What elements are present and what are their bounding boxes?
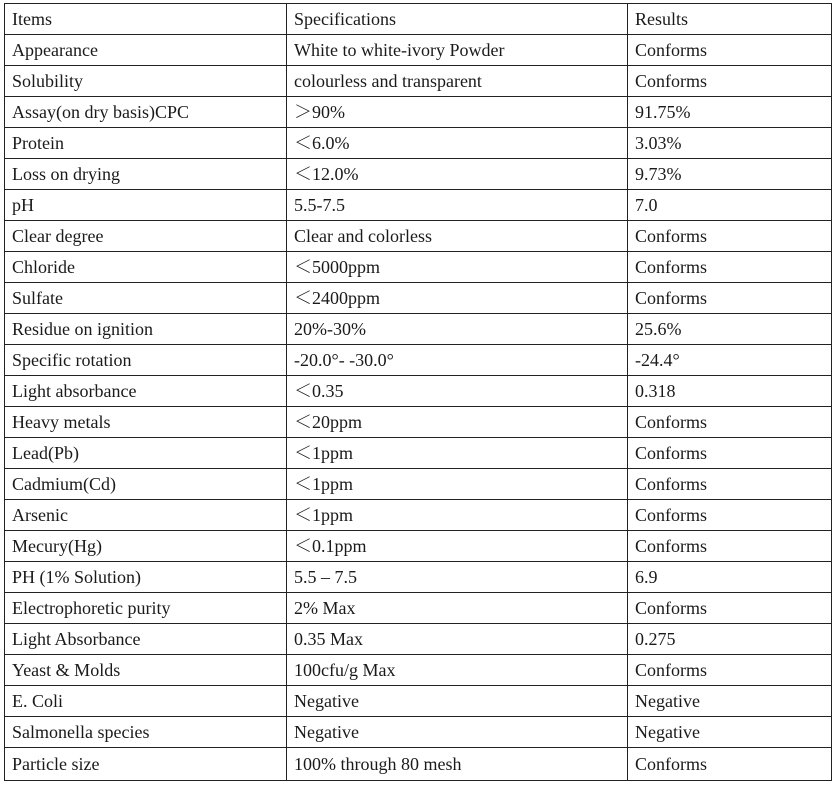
table-row — [5, 345, 832, 376]
cell-result: Conforms — [628, 35, 832, 66]
table-row — [5, 283, 832, 314]
cell-result: Conforms — [628, 283, 832, 314]
table-row — [5, 159, 832, 190]
cell-item: Assay(on dry basis)CPC — [5, 97, 287, 128]
cell-result: 9.73% — [628, 159, 832, 190]
table-row — [5, 190, 832, 221]
cell-result: 0.318 — [628, 376, 832, 407]
cell-item: Light Absorbance — [5, 624, 287, 655]
cell-specification: 0.35 Max — [287, 624, 628, 655]
cell-result: Conforms — [628, 438, 832, 469]
header-results: Results — [628, 4, 832, 35]
cell-result: Conforms — [628, 531, 832, 562]
table-row — [5, 469, 832, 500]
cell-specification: 20%-30% — [287, 314, 628, 345]
cell-specification: 2% Max — [287, 593, 628, 624]
table-row — [5, 655, 832, 686]
cell-result: Conforms — [628, 252, 832, 283]
header-items: Items — [5, 4, 287, 35]
cell-item: Salmonella species — [5, 717, 287, 748]
cell-specification: ＜20ppm — [287, 407, 628, 438]
cell-result: 3.03% — [628, 128, 832, 159]
table-row — [5, 438, 832, 469]
cell-result: Negative — [628, 686, 832, 717]
cell-specification: ＜6.0% — [287, 128, 628, 159]
cell-item: Solubility — [5, 66, 287, 97]
cell-specification: ＜12.0% — [287, 159, 628, 190]
cell-item: Cadmium(Cd) — [5, 469, 287, 500]
cell-result: Conforms — [628, 748, 832, 781]
cell-item: Lead(Pb) — [5, 438, 287, 469]
cell-item: Clear degree — [5, 221, 287, 252]
cell-item: Particle size — [5, 748, 287, 781]
cell-result: Conforms — [628, 221, 832, 252]
cell-specification: 5.5 – 7.5 — [287, 562, 628, 593]
cell-result: Conforms — [628, 469, 832, 500]
cell-result: 6.9 — [628, 562, 832, 593]
cell-specification: ＜1ppm — [287, 500, 628, 531]
cell-specification: 100cfu/g Max — [287, 655, 628, 686]
cell-specification: Negative — [287, 717, 628, 748]
header-specifications: Specifications — [287, 4, 628, 35]
table-row — [5, 221, 832, 252]
table-row — [5, 531, 832, 562]
table-row — [5, 624, 832, 655]
table-row — [5, 97, 832, 128]
table-row — [5, 376, 832, 407]
table-row — [5, 314, 832, 345]
cell-item: Yeast & Molds — [5, 655, 287, 686]
cell-specification: ＜5000ppm — [287, 252, 628, 283]
cell-specification: ＞90% — [287, 97, 628, 128]
cell-item: Chloride — [5, 252, 287, 283]
cell-result: Conforms — [628, 655, 832, 686]
cell-item: Heavy metals — [5, 407, 287, 438]
cell-result: Conforms — [628, 500, 832, 531]
cell-item: Specific rotation — [5, 345, 287, 376]
cell-item: Loss on drying — [5, 159, 287, 190]
table-row — [5, 500, 832, 531]
table-header-row — [5, 4, 832, 35]
cell-result: 0.275 — [628, 624, 832, 655]
cell-specification: Negative — [287, 686, 628, 717]
table-row — [5, 593, 832, 624]
table-row — [5, 748, 832, 781]
cell-item: Mecury(Hg) — [5, 531, 287, 562]
cell-specification: ＜0.35 — [287, 376, 628, 407]
cell-result: -24.4° — [628, 345, 832, 376]
cell-item: Electrophoretic purity — [5, 593, 287, 624]
cell-result: Negative — [628, 717, 832, 748]
cell-result: 25.6% — [628, 314, 832, 345]
cell-specification: colourless and transparent — [287, 66, 628, 97]
table-row — [5, 252, 832, 283]
cell-result: Conforms — [628, 407, 832, 438]
table-row — [5, 66, 832, 97]
cell-specification: 5.5-7.5 — [287, 190, 628, 221]
table-row — [5, 562, 832, 593]
table-row — [5, 686, 832, 717]
table-body — [5, 35, 832, 781]
table-row — [5, 35, 832, 66]
cell-item: pH — [5, 190, 287, 221]
cell-specification: ＜2400ppm — [287, 283, 628, 314]
cell-specification: Clear and colorless — [287, 221, 628, 252]
cell-item: E. Coli — [5, 686, 287, 717]
cell-item: Sulfate — [5, 283, 287, 314]
cell-item: Protein — [5, 128, 287, 159]
cell-result: 91.75% — [628, 97, 832, 128]
cell-item: Arsenic — [5, 500, 287, 531]
specification-table — [4, 3, 832, 781]
cell-specification: -20.0°- -30.0° — [287, 345, 628, 376]
cell-specification: ＜1ppm — [287, 469, 628, 500]
cell-result: Conforms — [628, 593, 832, 624]
cell-specification: White to white-ivory Powder — [287, 35, 628, 66]
cell-specification: 100% through 80 mesh — [287, 748, 628, 781]
cell-item: PH (1% Solution) — [5, 562, 287, 593]
cell-item: Light absorbance — [5, 376, 287, 407]
cell-result: 7.0 — [628, 190, 832, 221]
cell-item: Appearance — [5, 35, 287, 66]
table-row — [5, 717, 832, 748]
table-row — [5, 407, 832, 438]
cell-item: Residue on ignition — [5, 314, 287, 345]
cell-result: Conforms — [628, 66, 832, 97]
cell-specification: ＜0.1ppm — [287, 531, 628, 562]
table-row — [5, 128, 832, 159]
cell-specification: ＜1ppm — [287, 438, 628, 469]
